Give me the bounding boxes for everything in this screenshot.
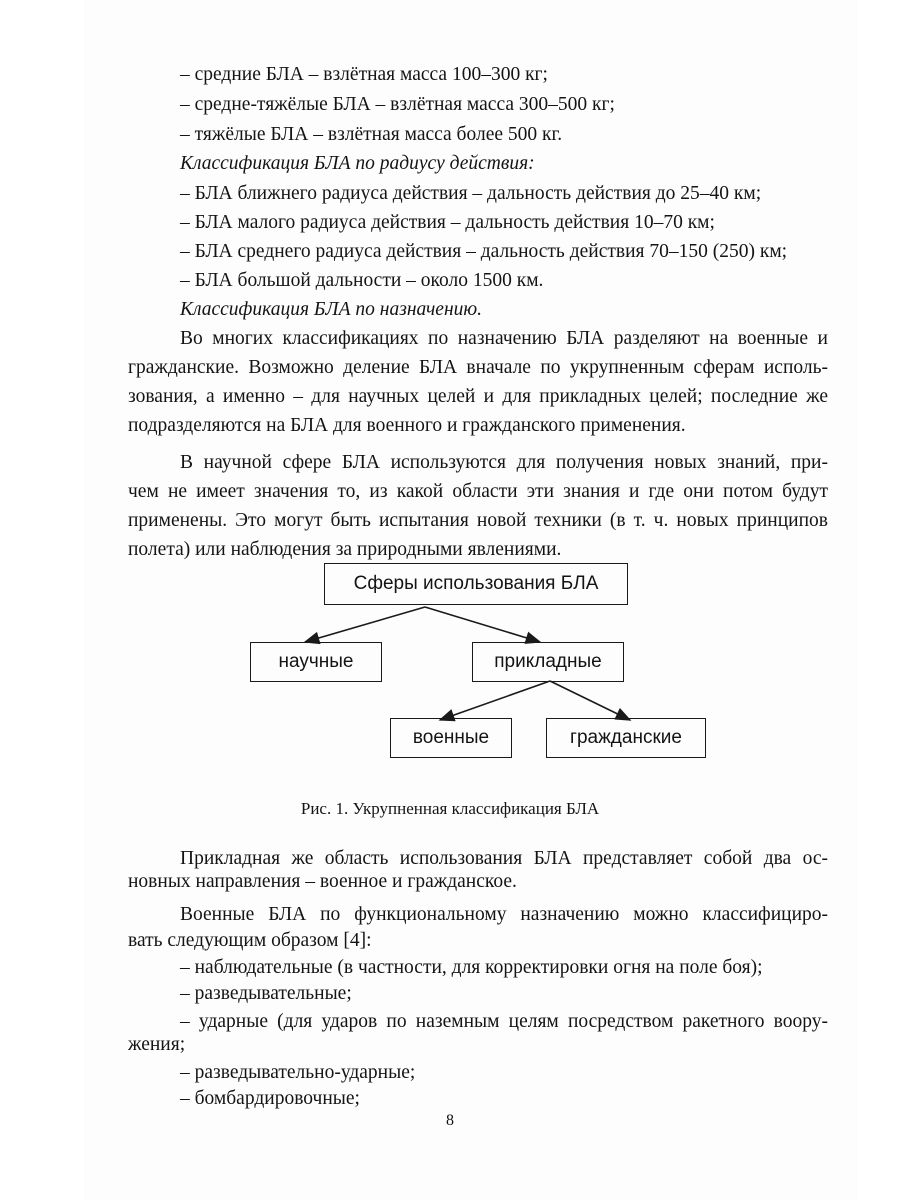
- paragraph-3-line-1: Прикладная же область использования БЛА представляет собой два ос-: [180, 848, 828, 869]
- list-item-recon-strike: – разведывательно-ударные;: [180, 1062, 416, 1083]
- list-item-bomber: – бомбардировочные;: [180, 1088, 360, 1109]
- list-item-mass-medium: – средние БЛА – взлётная масса 100–300 кг;: [180, 64, 548, 85]
- box-applied: прикладные: [472, 642, 624, 682]
- paragraph-2-line-1: В научной сфере БЛА используются для получения новых знаний, при-: [180, 452, 828, 473]
- paragraph-1-line-3: зования, а именно – для научных целей и для прикладных целей; последние же: [128, 386, 828, 407]
- paragraph-3-line-2: новных направления – военное и гражданское.: [128, 871, 517, 892]
- paragraph-4-line-2: вать следующим образом [4]:: [128, 930, 372, 951]
- arrow-applied-to-military: [440, 681, 550, 720]
- paragraph-1-line-4: подразделяются на БЛА для военного и гражданского применения.: [128, 415, 686, 436]
- heading-radius: Классификация БЛА по радиусу действия:: [180, 153, 535, 174]
- list-item-radius-long: – БЛА большой дальности – около 1500 км.: [180, 270, 544, 291]
- paragraph-2-line-4: полета) или наблюдения за природными явлениями.: [128, 539, 562, 560]
- list-item-strike: – ударные (для ударов по наземным целям посредством ракетного воору-: [180, 1011, 828, 1032]
- paragraph-4-line-1: Военные БЛА по функциональному назначению можно классифициро-: [180, 904, 828, 925]
- arrow-root-to-applied: [425, 607, 540, 642]
- list-item-strike-continued: жения;: [128, 1034, 186, 1055]
- list-item-radius-short: – БЛА ближнего радиуса действия – дальность действия до 25–40 км;: [180, 183, 762, 204]
- paragraph-1-line-1: Во многих классификациях по назначению БЛА разделяют на военные и: [180, 328, 828, 349]
- list-item-mass-medium-heavy: – средне-тяжёлые БЛА – взлётная масса 300–500 кг;: [180, 94, 615, 115]
- arrow-root-to-scientific: [305, 607, 425, 642]
- paragraph-2-line-2: чем не имеет значения то, из какой области эти знания и где они потом будут: [128, 481, 828, 502]
- paragraph-2-line-3: применены. Это могут быть испытания новой техники (в т. ч. новых принципов: [128, 510, 828, 531]
- list-item-mass-heavy: – тяжёлые БЛА – взлётная масса более 500 кг.: [180, 124, 563, 145]
- box-military: военные: [390, 718, 512, 758]
- box-scientific: научные: [250, 642, 382, 682]
- box-civil: гражданские: [546, 718, 706, 758]
- page-number: 8: [446, 1112, 454, 1129]
- list-item-reconnaissance: – разведывательные;: [180, 983, 352, 1004]
- arrow-applied-to-civil: [550, 681, 630, 720]
- list-item-radius-small: – БЛА малого радиуса действия – дальность действия 10–70 км;: [180, 212, 715, 233]
- list-item-observation: – наблюдательные (в частности, для корректировки огня на поле боя);: [180, 957, 763, 978]
- list-item-radius-medium: – БЛА среднего радиуса действия – дальность действия 70–150 (250) км;: [180, 241, 788, 262]
- paragraph-1-line-2: гражданские. Возможно деление БЛА вначале по укрупненным сферам исполь-: [128, 357, 828, 378]
- box-root: Сферы использования БЛА: [324, 563, 628, 605]
- figure-caption: Рис. 1. Укрупненная классификация БЛА: [300, 799, 600, 818]
- heading-purpose: Классификация БЛА по назначению.: [180, 299, 482, 320]
- classification-diagram: [230, 548, 730, 776]
